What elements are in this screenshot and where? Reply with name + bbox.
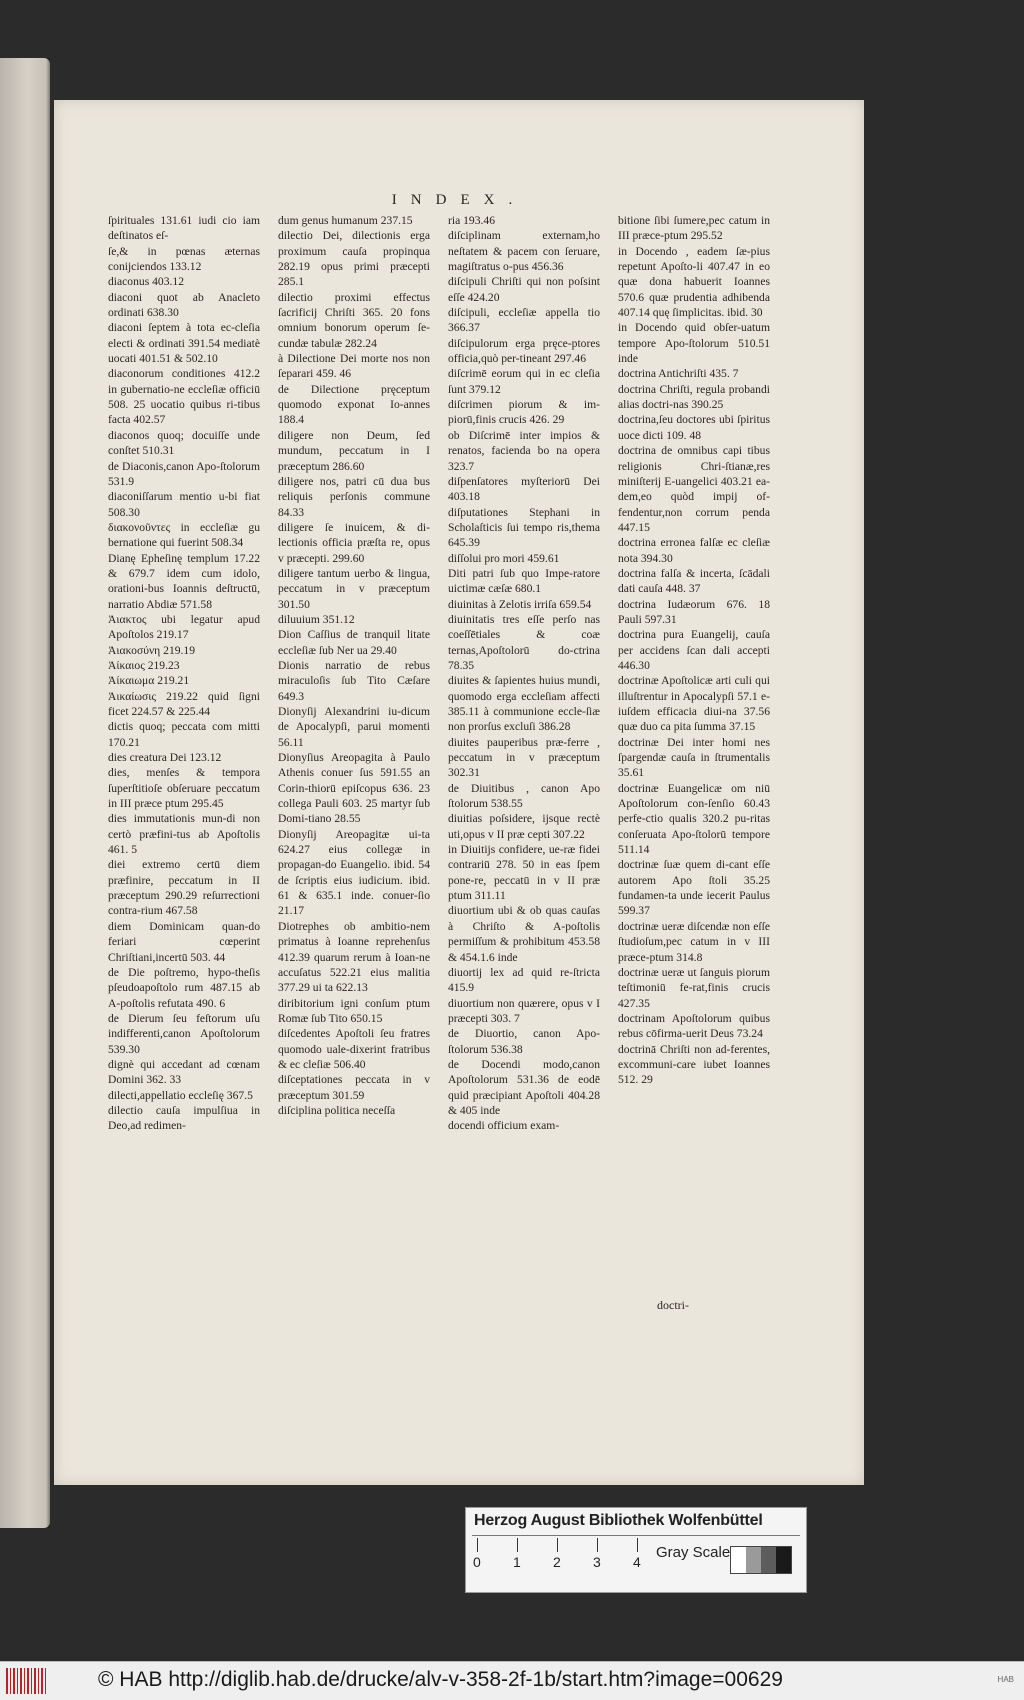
index-entry: dilectio proximi effectus ſacrificij Chriſti 365. 20 fons omnium bonorum operum ſe-cundæ tabulæ 282.24 (278, 290, 430, 350)
footer-mark: HAB (997, 1675, 1014, 1684)
index-entry: de Diaconis,canon Apo-ſtolorum 531.9 (108, 459, 260, 488)
index-entry: Ἀίκαιος 219.23 (108, 658, 180, 672)
index-entry: doctrina,ſeu doctores ubi ſpiritus uoce dicti 109. 48 (618, 413, 770, 442)
index-entry: Ἀιακοσύνη 219.19 (108, 643, 196, 657)
index-entry: diligere tantum uerbo & lingua, peccatum in v præceptum 301.50 (278, 566, 430, 611)
index-entry: in Diuitijs confidere, ue-ræ fidei contrariū 278. 50 in eas ſpem pone-re, peccatū in v II præ ptum 311.11 (448, 843, 600, 903)
index-entry: dilecti,appellatio eccleſię 367.5 (108, 1088, 253, 1102)
page-header: INDEX. (391, 192, 527, 208)
index-entry: diſſolui pro mori 459.61 (448, 551, 560, 565)
index-entry: doctrinæ ueræ ut ſanguis piorum teſtimoniū fe-rat,finis crucis 427.35 (618, 965, 770, 1010)
gray-swatch (746, 1547, 761, 1573)
index-entry: Ἀίκαιωμα 219.21 (108, 674, 190, 688)
index-entry: de Dilectione pręceptum quomodo exponat Io-annes 188.4 (278, 382, 430, 427)
ruler-tick (477, 1538, 478, 1552)
index-entry: diſcipulorum erga pręce-ptores officia,quò per-tineant 297.46 (448, 336, 600, 366)
document-page (54, 100, 864, 1485)
index-entry: diuortium non quærere, opus v I præcepti 303. 7 (448, 996, 600, 1025)
index-entry: diaconorum conditiones 412.2 in gubernatio-ne eccleſiæ officiū 508. 25 uocatio quibus ri-tibus facta 402.57 (108, 367, 260, 427)
index-entry: de Dierum ſeu feſtorum uſu indifferenti,canon Apoſtolorum 539.30 (108, 1011, 260, 1056)
gray-swatch (761, 1547, 776, 1573)
index-entry: doctrinæ Dei inter homi nes ſpargendæ cauſa in ſtrumentalis 35.61 (618, 735, 770, 780)
index-entry: diſceptationes peccata in v præceptum 301.59 (278, 1073, 430, 1102)
barcode-icon (6, 1668, 46, 1694)
ruler-tick (597, 1538, 598, 1552)
index-entry: dies immutationis mun-di non certò præfini-tus ab Apoſtolis 461. 5 (108, 812, 260, 857)
index-entry: doctrina de omnibus capi tibus religionis Chri-ſtianæ,res miniſterij E-uangelici 403.21 ea-dem,eo quòd impij of-fendentur,non corrum penda 447.15 (618, 444, 770, 534)
index-entry: in Docendo quid obſer-uatum tempore Apo-ſtolorum 510.51 inde (618, 321, 770, 366)
index-entry: diaconus 403.12 (108, 275, 184, 289)
index-entry: diuortium ubi & ob quas cauſas à Chriſto & A-poſtolis permiſſum & prohibitum 453.58 & 454.1.6 inde (448, 904, 600, 964)
index-entry: diligere non Deum, ſed mundum, peccatum in I præceptum 286.60 (278, 428, 430, 473)
index-entry: dies creatura Dei 123.12 (108, 751, 222, 765)
index-entry: diſciplina politica neceſſa (278, 1103, 396, 1117)
index-entry: diſcipuli Chriſti qui non poſsint eſſe 424.20 (448, 275, 600, 304)
index-entry: in Docendo , eadem ſæ-pius repetunt Apoſto-li 407.47 in eo quæ dona habuerit Ioannes 570.6 quæ prudentia adhibenda 407.14 quę ſimplicitas. ibid. 30 (618, 244, 770, 320)
index-entry: de Diuitibus , canon Apo ſtolorum 538.55 (448, 781, 600, 811)
index-entry: Ἀιακτος ubi legatur apud Apoſtolos 219.17 (108, 612, 260, 642)
index-entry: diſpenſatores myſteriorū Dei 403.18 (448, 474, 600, 504)
index-entry: ria 193.46 (448, 214, 496, 227)
gray-scale-label: Gray Scale (656, 1544, 731, 1561)
index-entry: diſciplinam externam,ho neſtatem & pacem con ſeruare, magiſtratus o-pus 456.36 (448, 229, 600, 274)
ruler-tick (517, 1538, 518, 1552)
index-entry: diaconos quoq; docuiſſe unde conſtet 510.31 (108, 428, 260, 458)
index-entry: diligere nos, patri cū dua bus reliquis perſonis commune 84.33 (278, 474, 430, 519)
index-entry: diaconi quot ab Anacleto ordinati 638.30 (108, 290, 260, 320)
index-entry: dies, menſes & tempora ſuperſtitioſe obſeruare peccatum in III præce ptum 295.45 (108, 766, 260, 811)
index-entry: diluuium 351.12 (278, 612, 355, 626)
index-entry: diuites & ſapientes huius mundi, quomodo erga eccleſiam affecti 385.11 à communione eccle-ſiæ non prorſus excluſi 386.28 (448, 674, 600, 734)
index-entry: doctrina erronea falſæ ec cleſiæ nota 394.30 (618, 536, 770, 565)
index-entry: Dionyſius Areopagita à Paulo Athenis conuer ſus 591.55 an Corin-thiorū epiſcopus 636. 23 collega Pauli 603. 25 martyr ſub Domi-tiano 28.55 (278, 751, 430, 826)
index-entry: Dionyſij Areopagitæ ui-ta 624.27 eius collegæ in propagan-do Euangelio. ibid. 54 de ſcriptis eius iudicium. ibid. 61 & 635.1 inde. conuer-ſio 21.17 (278, 827, 430, 918)
index-entry: de Die poſtremo, hypo-theſis pſeudoapoſtolo rum 487.15 ab A-poſtolis refutata 490. 6 (108, 965, 260, 1010)
gray-swatch (776, 1547, 791, 1573)
index-entry: diei extremo certū diem præfinire, peccatum in II præceptum 290.29 reſurrectioni contra-rium 467.58 (108, 858, 260, 918)
index-entry: doctrina Iudæorum 676. 18 Pauli 597.31 (618, 597, 770, 626)
card-divider (472, 1535, 800, 1536)
index-entry: Dion Caſſius de tranquil litate eccleſiæ ſub Ner ua 29.40 (278, 628, 430, 657)
library-name: Herzog August Bibliothek Wolfenbüttel (474, 1512, 763, 1529)
index-column-4 (618, 213, 770, 1088)
ruler-number: 2 (553, 1554, 561, 1570)
index-entry: Dionyſij Alexandrini iu-dicum de Apocalypſi, parui momenti 56.11 (278, 705, 430, 749)
index-entry: ſpirituales 131.61 iudi cio iam deſtinatos eſ- (108, 214, 260, 243)
index-entry: de Diuortio, canon Apo-ſtolorum 536.38 (448, 1027, 600, 1056)
index-entry: doctrinæ ſuæ quem di-cant eſſe autorem Apo ſtoli 35.25 fundamen-ta unde iecerit Paulus 599.37 (618, 858, 770, 918)
catchword: doctri- (657, 1298, 689, 1312)
index-entry: diſcipuli, eccleſiæ appella tio 366.37 (448, 306, 600, 335)
index-entry: dilectio cauſa impulſiua in Deo,ad redimen- (108, 1103, 260, 1133)
index-entry: doctrinā Chriſti non ad-ferentes, excommuni-care iubet Ioannes 512. 29 (618, 1042, 770, 1087)
index-entry: Diotrephes ob ambitio-nem primatus à Ioanne reprehenſus 412.39 quarum rerum à Ioan-ne accuſatus 522.21 eius malitia 377.29 ui ta 622.13 (278, 919, 430, 995)
index-entry: Diti patri ſub quo Impe-ratore uictimæ cæſæ 680.1 (448, 566, 600, 596)
index-entry: διακονοῦντες in eccleſiæ gu bernatione qui fuerint 508.34 (108, 520, 260, 550)
index-entry: Dionis narratio de rebus miraculoſis ſub Tito Cæſare 649.3 (278, 658, 430, 703)
ruler-number: 1 (513, 1554, 521, 1570)
gray-swatch (731, 1547, 746, 1573)
color-reference-card (465, 1507, 807, 1593)
gray-scale-strip (730, 1546, 792, 1574)
index-entry: diligere ſe inuicem, & di-lectionis officia præſta re, opus v præcepti. 299.60 (278, 520, 430, 565)
index-entry: doctrinæ Euangelicæ om niū Apoſtolorum con-ſenſio 60.43 perfe-ctio qualis 320.2 pu-ritas conſeruata Apo-ſtolorū tempore 511.14 (618, 781, 770, 857)
index-entry: diſcrimen piorum & im-piorū,finis crucis 426. 29 (448, 398, 600, 427)
index-column-2 (278, 213, 430, 1118)
index-entry: dum genus humanum 237.15 (278, 214, 413, 227)
previous-page-edge (0, 58, 50, 1528)
index-entry: doctrina falſa & incerta, ſcādali dati cauſa 448. 37 (618, 566, 770, 596)
index-entry: doctrina pura Euangelij, cauſa per accidens ſcan dali accepti 446.30 (618, 628, 770, 672)
index-entry: doctrinæ Apoſtolicæ arti culi qui illuſtrentur in Apocalypſi 57.1 e-iuſdem efficacia diui-na 37.56 quæ duo ca pita ſumma 37.15 (618, 674, 770, 734)
ruler-tick (557, 1538, 558, 1552)
index-entry: dignè qui accedant ad cœnam Domini 362. 33 (108, 1057, 260, 1087)
index-entry: doctrina Antichriſti 435. 7 (618, 367, 739, 381)
index-entry: diuortij lex ad quid re-ſtricta 415.9 (448, 965, 600, 995)
index-entry: Dianę Epheſinę templum 17.22 & 679.7 idem cum idolo, orationi-bus Ioannis deſtructū, narratio Abdiæ 571.58 (108, 551, 260, 611)
index-entry: diem Dominicam quan-do feriari cœperint Chriſtiani,incertū 503. 44 (108, 919, 260, 964)
ruler-tick (637, 1538, 638, 1552)
index-entry: diuinitatis tres eſſe perſo nas coeſſētiales & coæ ternas,Apoſtolorū do-ctrina 78.35 (448, 612, 600, 672)
index-entry: diaconiſſarum mentio u-bi fiat 508.30 (108, 490, 260, 519)
index-entry: diaconi ſeptem à tota ec-cleſia electi & ordinati 391.54 mediatè uocati 401.51 & 502.10 (108, 321, 260, 366)
footer-bar (0, 1661, 1024, 1700)
index-entry: diribitorium igni conſum ptum Romæ ſub Tito 650.15 (278, 996, 430, 1025)
index-entry: diuites pauperibus præ-ferre , peccatum in v præceptum 302.31 (448, 735, 600, 780)
index-entry: dilectio Dei, dilectionis erga proximum cauſa propinqua 282.19 opus primi præcepti 285.1 (278, 229, 430, 289)
ruler-number: 0 (473, 1554, 481, 1570)
ruler-number: 3 (593, 1554, 601, 1570)
index-entry: diſcedentes Apoſtoli ſeu fratres quomodo uale-dixerint fratribus & ec cleſiæ 506.40 (278, 1027, 430, 1071)
index-entry: diſputationes Stephani in Scholaſticis ſui tempo ris,thema 645.39 (448, 505, 600, 550)
index-entry: ob Diſcrimē inter impios & renatos, facienda bo na opera 323.7 (448, 428, 600, 473)
index-column-1 (108, 213, 260, 1134)
index-entry: doctrinæ ueræ diſcendæ non eſſe ſtudioſum,pec catum in v III præce-ptum 314.8 (618, 919, 770, 964)
index-entry: dictis quoq; peccata com mitti 170.21 (108, 720, 260, 749)
index-entry: diſcrimē eorum qui in ec cleſia ſunt 379.12 (448, 367, 600, 396)
index-entry: ſe,& in pœnas æternas conijciendos 133.12 (108, 244, 260, 274)
copyright-url[interactable]: © HAB http://diglib.hab.de/drucke/alv-v-358-2f-1b/start.htm?image=00629 (98, 1668, 783, 1691)
index-entry: docendi officium exam- (448, 1119, 560, 1133)
index-entry: diuinitas à Zelotis irriſa 659.54 (448, 597, 592, 611)
index-entry: bitione ſibi ſumere,pec catum in III præce-ptum 295.52 (618, 214, 770, 243)
index-entry: de Docendi modo,canon Apoſtolorum 531.36 de eodē quid præcipiant Apoſtoli 404.28 & 405 inde (448, 1057, 600, 1117)
index-entry: doctrina Chriſti, regula probandi alias doctri-nas 390.25 (618, 382, 770, 412)
index-column-3 (448, 213, 600, 1134)
index-entry: diuitias poſsidere, ijsque rectè uti,opus v II præ cepti 307.22 (448, 812, 600, 841)
ruler-number: 4 (633, 1554, 641, 1570)
index-entry: doctrinam Apoſtolorum quibus rebus cōfirma-uerit Deus 73.24 (618, 1011, 770, 1041)
index-entry: Ἀικαίωσις 219.22 quid ſigni ficet 224.57 & 225.44 (108, 689, 260, 718)
index-entry: à Dilectione Dei morte nos non ſeparari 459. 46 (278, 352, 430, 381)
